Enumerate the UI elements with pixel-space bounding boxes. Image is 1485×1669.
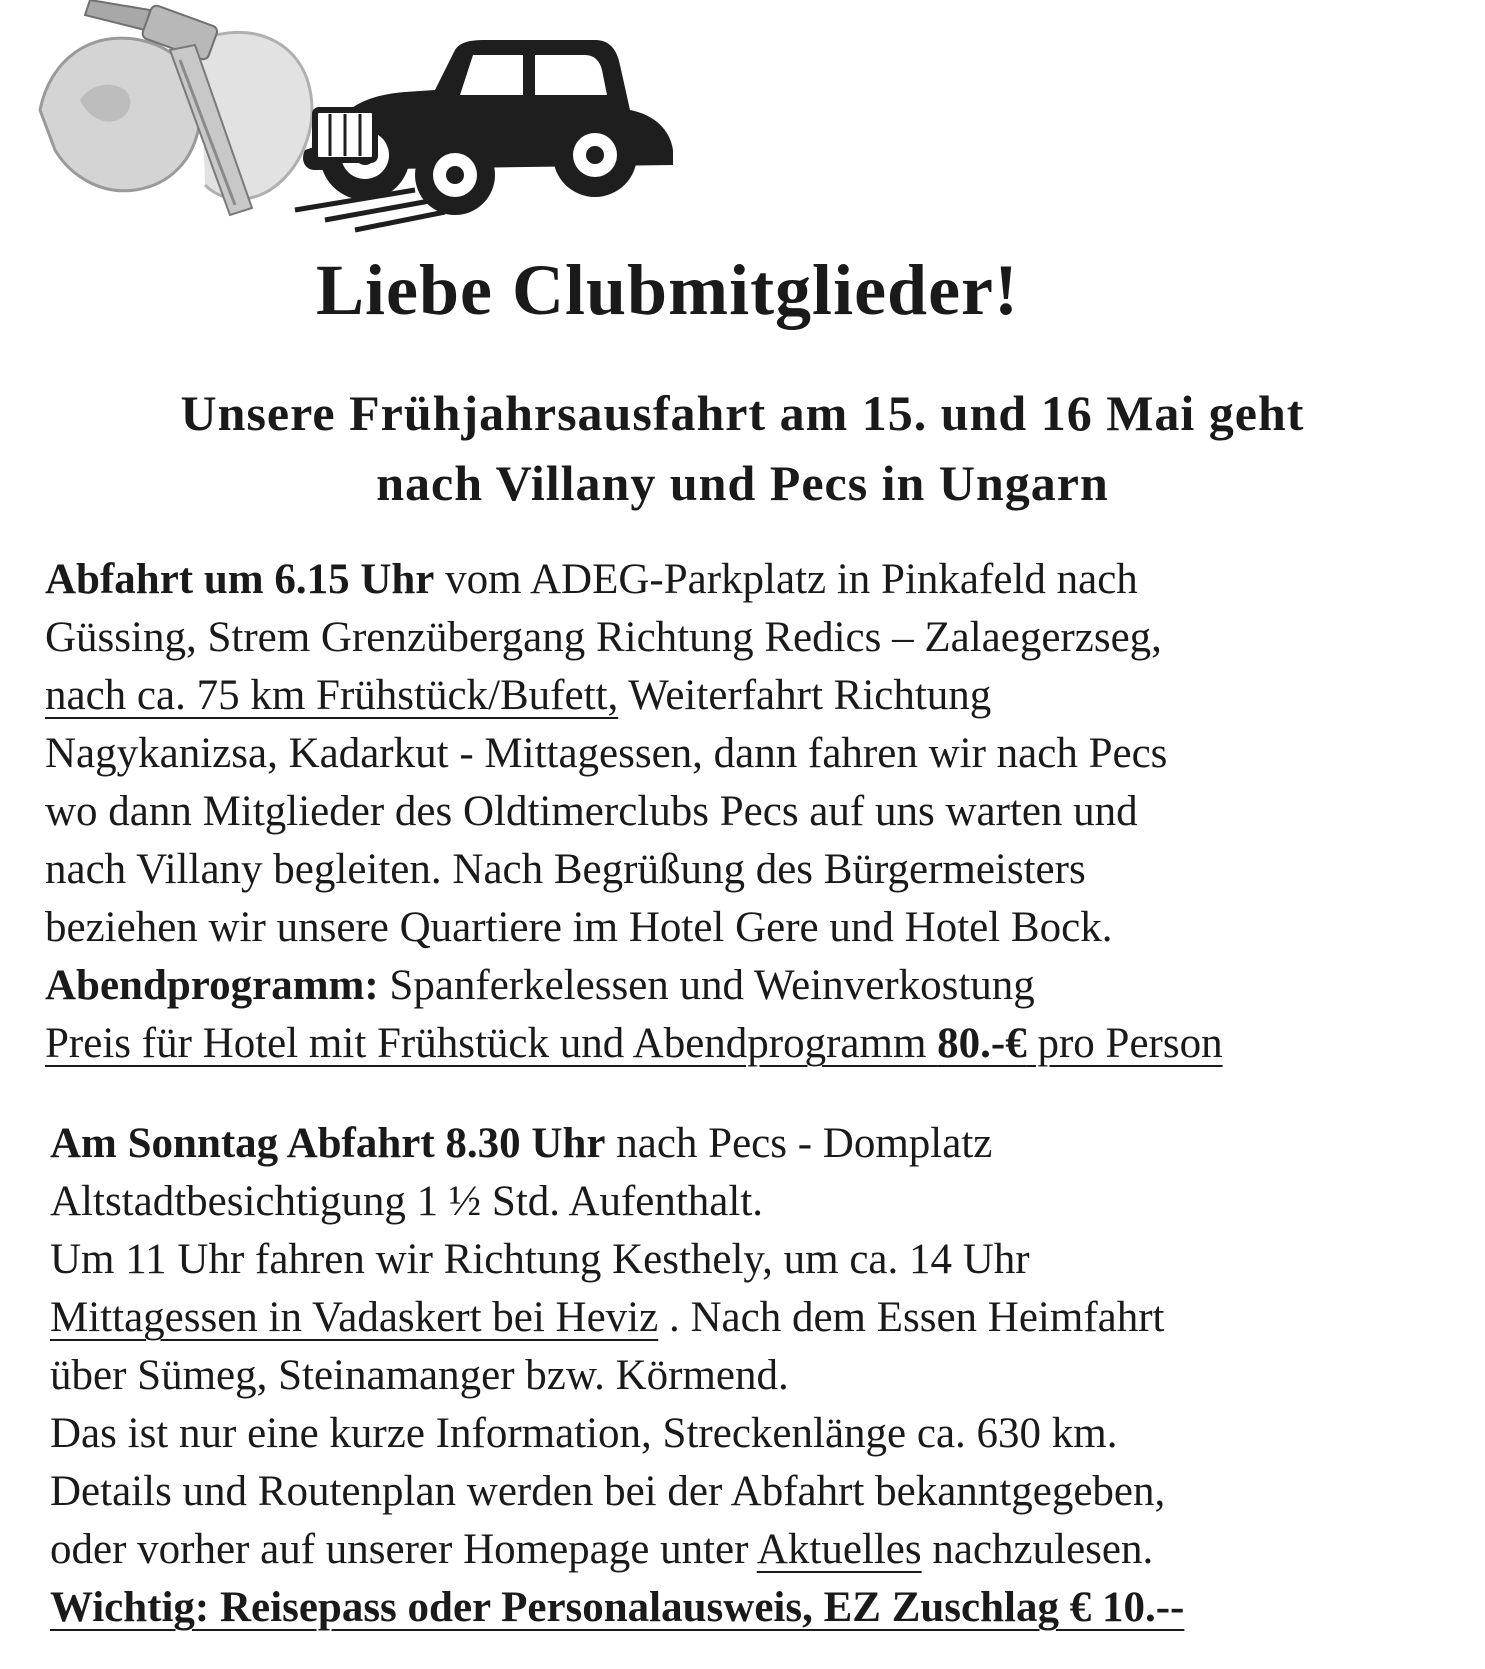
paragraph-line (45, 667, 1465, 725)
paragraph-line: über Sümeg, Steinamanger bzw. Körmend. (50, 1352, 789, 1399)
text-span: oder vorher auf unserer Homepage unter (50, 1526, 757, 1573)
homepage-link-aktuelles[interactable]: Aktuelles (756, 1526, 922, 1573)
header-clipart (30, 0, 730, 250)
paragraph-line: Nagykanizsa, Kadarkut - Mittagessen, dann fahren wir nach Pecs (45, 730, 1168, 777)
mechanic-with-hammer-icon (40, 0, 312, 215)
paragraph-line: nach Villany begleiten. Nach Begrüßung des Bürgermeisters (45, 846, 1086, 893)
important-note: Wichtig: Reisepass oder Personalausweis, EZ Zuschlag € 10.-- (50, 1584, 1185, 1631)
paragraph-line (50, 1115, 1470, 1173)
subtitle-line-2: nach Villany und Pecs in Ungarn (376, 455, 1109, 511)
evening-program-label: Abendprogramm: (45, 962, 379, 1009)
text-span: pro Person (1026, 1020, 1223, 1067)
paragraph-line (45, 957, 1465, 1015)
paragraph-line: Altstadtbesichtigung 1 ½ Std. Aufenthalt. (50, 1178, 764, 1225)
price-value: 80.-€ (937, 1020, 1027, 1067)
subtitle-line-1: Unsere Frühjahrsausfahrt am 15. und 16 Mai geht (180, 385, 1305, 441)
text-span: vom ADEG-Parkplatz in Pinkafeld nach (434, 556, 1138, 603)
paragraph-line: Details und Routenplan werden bei der Abfahrt bekanntgegeben, (50, 1468, 1166, 1515)
lunch-note: Mittagessen in Vadaskert bei Heviz (50, 1294, 659, 1341)
text-span: Preis für Hotel mit Frühstück und Abendprogramm (45, 1020, 938, 1067)
price-line (45, 1015, 1465, 1073)
paragraph-line (45, 551, 1465, 609)
text-span: nach Pecs - Domplatz (605, 1120, 993, 1167)
vintage-car-icon (295, 40, 673, 230)
subtitle (0, 378, 1485, 518)
text-span: nachzulesen. (921, 1526, 1154, 1573)
departure-time: Abfahrt um 6.15 Uhr (45, 556, 435, 603)
paragraph-line: Das ist nur eine kurze Information, Streckenlänge ca. 630 km. (50, 1410, 1118, 1457)
breakfast-note: nach ca. 75 km Frühstück/Bufett, (45, 672, 619, 719)
sunday-section (50, 1115, 1470, 1637)
text-span: Weiterfahrt Richtung (618, 672, 992, 719)
paragraph-line (50, 1289, 1470, 1347)
paragraph-line: Güssing, Strem Grenzübergang Richtung Redics – Zalaegerzseg, (45, 614, 1162, 661)
saturday-section (45, 551, 1465, 1073)
paragraph-line: wo dann Mitglieder des Oldtimerclubs Pecs auf uns warten und (45, 788, 1138, 835)
paragraph-line: Um 11 Uhr fahren wir Richtung Kesthely, um ca. 14 Uhr (50, 1236, 1030, 1283)
text-span: Spanferkelessen und Weinverkostung (378, 962, 1035, 1009)
page-title: Liebe Clubmitglieder! (316, 250, 1019, 330)
paragraph-line (50, 1521, 1470, 1579)
text-span: . Nach dem Essen Heimfahrt (658, 1294, 1165, 1341)
paragraph-line: beziehen wir unsere Quartiere im Hotel Gere und Hotel Bock. (45, 904, 1113, 951)
sunday-departure: Am Sonntag Abfahrt 8.30 Uhr (50, 1120, 606, 1167)
